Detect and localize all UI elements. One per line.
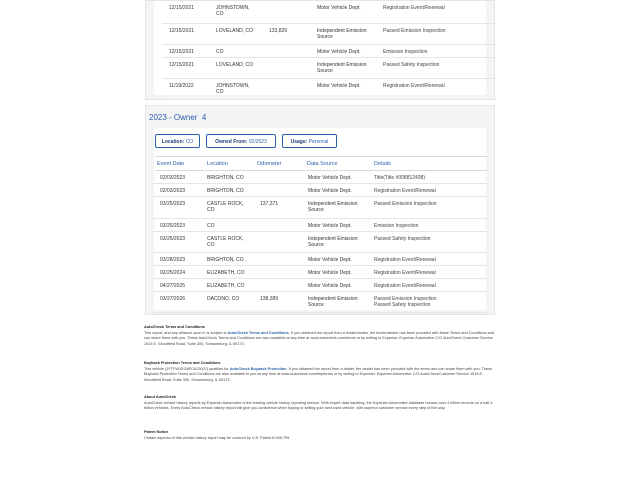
buyback-section xyxy=(144,361,496,383)
table-row xyxy=(153,253,487,266)
owner-number: 4 xyxy=(201,113,207,122)
event-date-cell: 12/15/2021 xyxy=(169,5,195,11)
data-source-cell: Motor Vehicle Dept. xyxy=(308,188,352,194)
owned-from-label: Owned From: xyxy=(215,139,248,145)
event-date-cell: 12/15/2021 xyxy=(169,28,195,34)
details-cell: Registration Event/Renewal xyxy=(374,270,436,276)
table-row xyxy=(162,58,496,79)
owner-history-rows xyxy=(153,171,487,313)
details-cell: Passed Emission Inspection xyxy=(374,201,437,207)
previous-owner-rows xyxy=(162,1,496,100)
location-cell: JOHNSTOWN, CO xyxy=(216,83,250,95)
header-event-date: Event Date xyxy=(157,161,185,167)
odometer-cell: 138,389 xyxy=(260,296,279,302)
location-cell: ELIZABETH, CO xyxy=(207,270,245,276)
location-value: CO xyxy=(185,139,194,145)
odometer-cell: 137,371 xyxy=(260,201,279,207)
location-cell: BRIGHTON, CO xyxy=(207,257,244,263)
data-source-cell: Motor Vehicle Dept. xyxy=(317,49,361,55)
owned-from-pill xyxy=(206,134,276,148)
location-pill xyxy=(155,134,200,148)
event-date-cell: 12/15/2021 xyxy=(169,62,195,68)
terms-link[interactable]: AutoCheck Terms and Conditions xyxy=(227,330,289,335)
details-cell: Registration Event/Renewal xyxy=(374,257,436,263)
header-location: Location xyxy=(207,161,228,167)
terms-section xyxy=(144,325,496,347)
table-row xyxy=(153,197,487,219)
location-cell: BRIGHTON, CO xyxy=(207,188,244,194)
about-section xyxy=(144,395,496,412)
usage-value: Personal xyxy=(308,139,329,145)
buyback-pre: This vehicle (1FTFW1EG8FCA23007) qualifies for xyxy=(144,366,229,371)
event-date-cell: 02/03/2023 xyxy=(160,175,186,181)
data-source-cell: Motor Vehicle Dept. xyxy=(308,223,352,229)
details-cell: Registration Event/Renewal xyxy=(374,188,436,194)
details-cell: Title(Title #008812498) xyxy=(374,175,426,181)
data-source-cell: Independent Emission Source xyxy=(317,28,367,40)
details-cell: Passed Emission Inspection xyxy=(383,28,446,34)
location-cell: CASTLE ROCK, CO xyxy=(207,201,244,213)
table-row xyxy=(162,45,496,58)
event-date-cell: 03/25/2023 xyxy=(160,223,186,229)
location-cell: CO xyxy=(207,223,215,229)
location-cell: ELIZABETH, CO xyxy=(207,283,245,289)
event-date-cell: 12/15/2021 xyxy=(169,49,195,55)
buyback-link[interactable]: AutoCheck Buyback Protection xyxy=(229,366,287,371)
data-source-cell: Independent Emission Source xyxy=(317,62,367,74)
event-date-cell: 02/25/2024 xyxy=(160,270,186,276)
data-source-cell: Motor Vehicle Dept. xyxy=(317,5,361,11)
table-row xyxy=(153,266,487,279)
previous-owner-panel xyxy=(145,0,495,100)
table-row xyxy=(162,1,496,24)
table-row xyxy=(162,24,496,45)
header-top-divider xyxy=(155,156,487,157)
odometer-cell: 133,829 xyxy=(269,28,288,34)
header-details: Details xyxy=(374,161,391,167)
about-body: AutoCheck vehicle history reports by Experian Automotive is the leading vehicle history reporting service. With expert data handling, the Experian Automotive database houses over 4 billion records on a half a billion vehicles. Every AutoCheck vehicle history report will give you confidence when buying or selling your next used vehicle, with superior customer service every step of the way. xyxy=(144,400,493,411)
event-date-cell: 03/28/2023 xyxy=(160,257,186,263)
table-row xyxy=(153,219,487,232)
location-label: Location: xyxy=(161,139,185,145)
event-date-cell: 03/27/2026 xyxy=(160,296,186,302)
owner-title xyxy=(149,113,206,122)
data-source-cell: Motor Vehicle Dept. xyxy=(308,257,352,263)
data-source-cell: Independent Emission Source xyxy=(308,236,358,248)
data-source-cell: Motor Vehicle Dept. xyxy=(308,270,352,276)
patent-section xyxy=(144,430,496,441)
details-cell: Registration Event/Renewal xyxy=(383,5,445,11)
data-source-cell: Independent Emission Source xyxy=(308,296,358,308)
data-source-cell: Independent Emission Source xyxy=(308,201,358,213)
table-row xyxy=(153,171,487,184)
event-date-cell: 04/27/2025 xyxy=(160,283,186,289)
buyback-body: . If you obtained the report from a dealer, the dealer has been provided with the terms and can share them with you. These Buyback Protection Terms and Conditions are also available to you at any time at www.autocheck.com/bbpterms or by writing to Experian: Experian Automotive C/O AutoCheckCustomer Service 1515 E. Woodfield Road, Suite 300, Schaumburg, IL 60173. xyxy=(144,366,493,382)
terms-body: . If you obtained the report from a lender/dealer, the lender/dealer has been provided with these Terms and Conditions and can share them with you. These AutoCheck Terms and Conditions are also available at any time at www.autocheck.com/terms or by writing to Experian: Experian Automotive C/O AutoCheck Customer Service 1515 E. Woodfield Road, Suite 300, Schaumburg, IL 60173. xyxy=(144,330,495,346)
event-date-cell: 11/19/2022 xyxy=(169,83,194,89)
table-row xyxy=(162,79,496,100)
location-cell: CASTLE ROCK, CO xyxy=(207,236,244,248)
terms-pre: This report, and any reliance upon it, is subject to xyxy=(144,330,227,335)
usage-pill xyxy=(282,134,337,148)
location-cell: LOVELAND, CO xyxy=(216,62,253,68)
patent-title: Patent Notice xyxy=(144,430,169,434)
header-data-source: Data Source xyxy=(307,161,338,167)
location-cell: JOHNSTOWN, CO xyxy=(216,5,250,17)
location-cell: BRIGHTON, CO xyxy=(207,175,244,181)
table-row xyxy=(153,232,487,253)
details-cell: Emission Inspection xyxy=(383,49,428,55)
details-cell: Passed Safety Inspection xyxy=(374,236,431,242)
terms-title: AutoCheck Terms and Conditions xyxy=(144,325,205,329)
event-date-cell: 02/03/2023 xyxy=(160,188,186,194)
owned-from-value: 02/2023 xyxy=(248,139,267,145)
usage-label: Usage: xyxy=(290,139,308,145)
details-cell: Passed Safety Inspection xyxy=(383,62,440,68)
details-cell: Passed Emission Inspection Passed Safety Inspection xyxy=(374,296,437,308)
header-odometer: Odometer xyxy=(257,161,282,167)
event-date-cell: 03/25/2023 xyxy=(160,236,186,242)
data-source-cell: Motor Vehicle Dept. xyxy=(308,175,352,181)
about-title: About AutoCheck xyxy=(144,395,176,399)
buyback-title: Buyback Protection Terms and Conditions xyxy=(144,361,221,365)
patent-body: Certain aspects of this vehicle history report may be covered by U.S. Patent 8,005,759. xyxy=(144,435,291,440)
data-source-cell: Motor Vehicle Dept. xyxy=(308,283,352,289)
table-row xyxy=(153,292,487,313)
table-row xyxy=(153,279,487,292)
data-source-cell: Motor Vehicle Dept. xyxy=(317,83,361,89)
details-cell: Registration Event/Renewal xyxy=(383,83,445,89)
location-cell: LOVELAND, CO xyxy=(216,28,253,34)
location-cell: CO xyxy=(216,49,224,55)
owner-title-prefix: 2023 - Owner xyxy=(149,113,198,122)
details-cell: Registration Event/Renewal xyxy=(374,283,436,289)
details-cell: Emission Inspection xyxy=(374,223,419,229)
location-cell: DACONO, CO xyxy=(207,296,240,302)
event-date-cell: 03/25/2023 xyxy=(160,201,186,207)
table-row xyxy=(153,184,487,197)
